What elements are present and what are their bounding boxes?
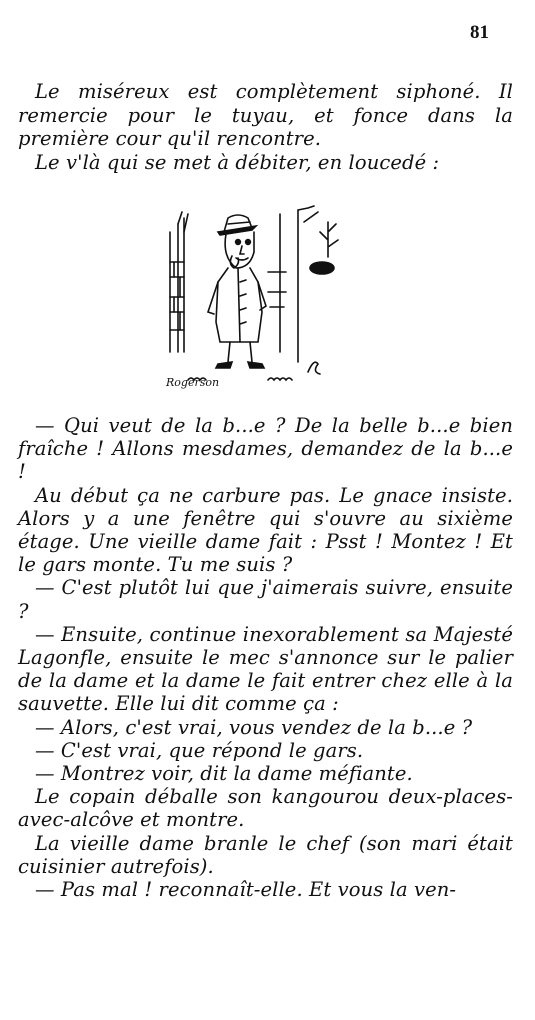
paragraph: — Montrez voir, dit la dame méfiante. bbox=[35, 762, 413, 786]
paragraph: Le v'là qui se met à débiter, en loucedé : bbox=[35, 150, 440, 174]
paragraph: — C'est vrai, que répond le gars. bbox=[35, 738, 364, 762]
paragraph: — C'est plutôt lui que j'aimerais suivre, ensuite ? bbox=[18, 576, 513, 623]
paragraph: — Alors, c'est vrai, vous vendez de la b...e ? bbox=[35, 715, 473, 739]
paragraph: Le miséreux est complètement siphoné. Il remercie pour le tuyau, et fonce dans la première cour qu'il rencontre. bbox=[18, 80, 513, 151]
body-text bbox=[18, 414, 513, 901]
paragraph: Le copain déballe son kangourou deux-places-avec-alcôve et montre. bbox=[18, 785, 513, 832]
paragraph: — Pas mal ! reconnaît-elle. Et vous la ven- bbox=[35, 878, 457, 902]
page-number: 81 bbox=[470, 22, 489, 43]
paragraph: — Qui veut de la b...e ? De la belle b...e bien fraîche ! Allons mesdames, demandez de la b...e ! bbox=[18, 414, 513, 484]
paragraph: Au début ça ne carbure pas. Le gnace insiste. Alors y a une fenêtre qui s'ouvre au sixième étage. Une vieille dame fait : Psst ! Montez ! Et le gars monte. Tu me suis ? bbox=[18, 483, 513, 577]
cartoon-illustration bbox=[158, 202, 348, 402]
illustrator-signature: Rogerson bbox=[166, 376, 220, 389]
cartoon-man-in-hat-icon bbox=[158, 202, 348, 402]
paragraph: — Ensuite, continue inexorablement sa Majesté Lagonfle, ensuite le mec s'annonce sur le palier de la dame et la dame le fait entrer chez elle à la sauvette. Elle lui dit comme ça : bbox=[18, 622, 513, 716]
intro-text bbox=[18, 80, 513, 174]
paragraph: La vieille dame branle le chef (son mari était cuisinier autrefois). bbox=[18, 831, 513, 878]
